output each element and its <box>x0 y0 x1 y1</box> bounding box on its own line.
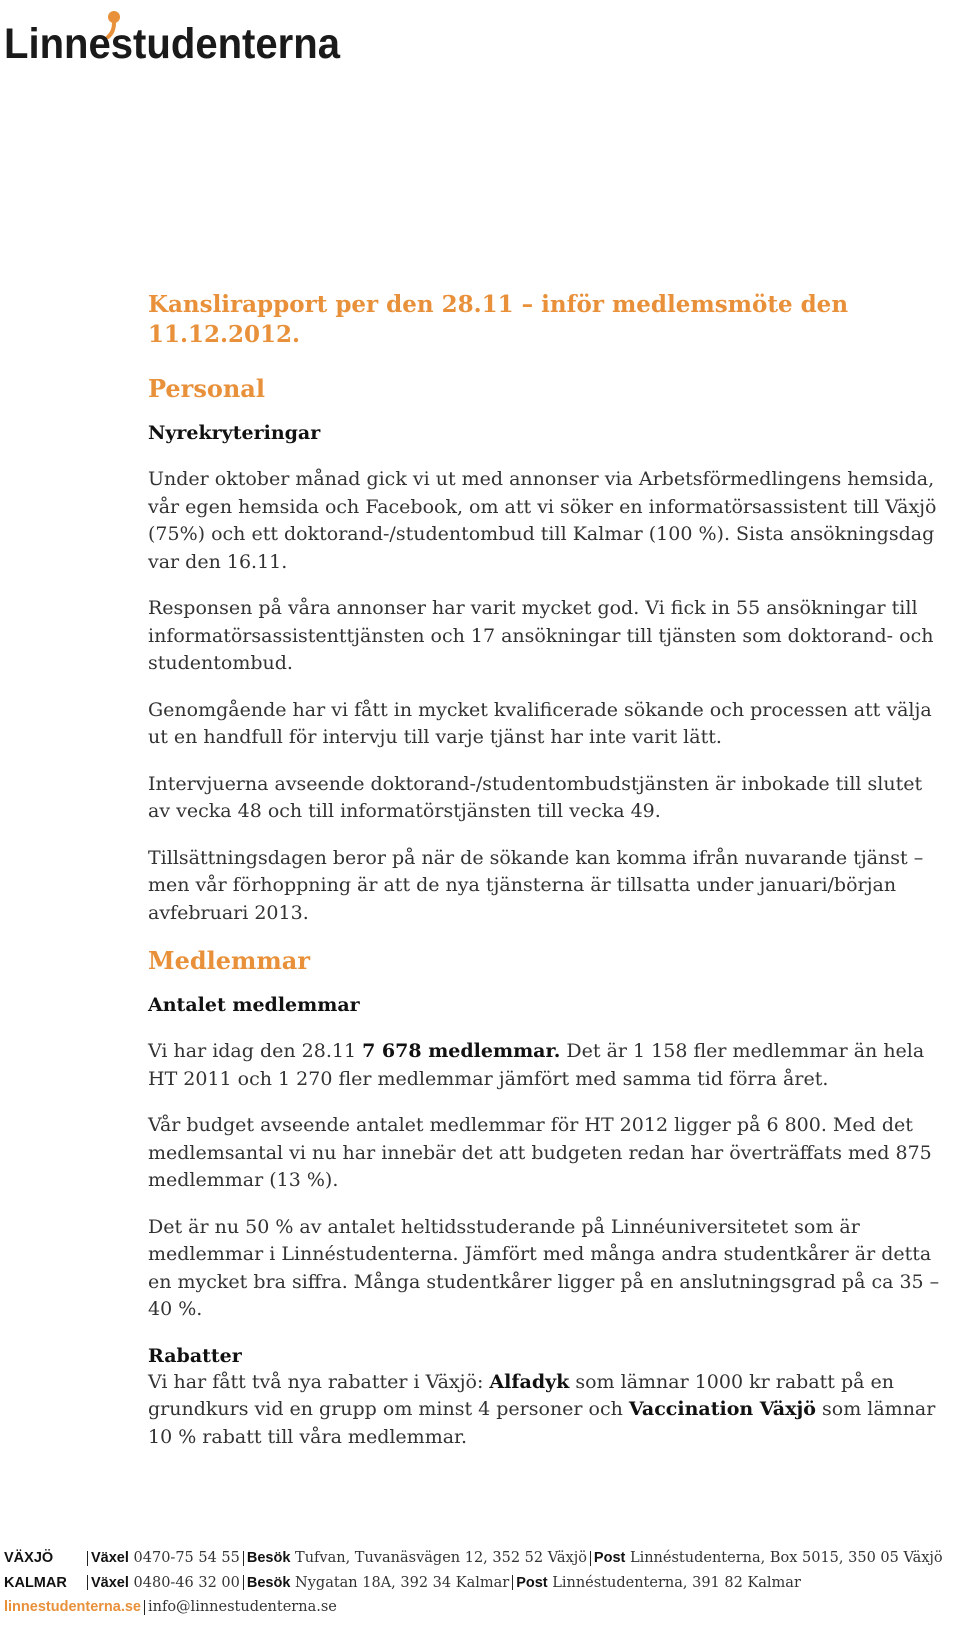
paragraph-rabatter <box>148 1369 948 1452</box>
text-run: Vi har idag den 28.11 <box>148 1040 363 1062</box>
footer-label: Besök <box>246 1574 291 1591</box>
subheading-rabatter: Rabatter <box>148 1344 242 1367</box>
subheading-antalet-medlemmar: Antalet medlemmar <box>148 994 360 1016</box>
paragraph: Under oktober månad gick vi ut med annonser via Arbetsförmedlingens hemsida, vår egen hemsida och Facebook, om att vi söker en informatörsassistent till Växjö (75%) och ett doktorand-/studentombud till Kalmar (100 %). Sista ansökningsdag var den 16.11. <box>148 468 937 573</box>
divider <box>590 1551 591 1566</box>
linnestudenterna-logo <box>4 4 354 64</box>
footer-phone: 0480-46 32 00 <box>133 1574 240 1591</box>
divider <box>243 1575 244 1590</box>
document-title: Kanslirapport per den 28.11 – inför medlemsmöte den 11.12.2012. <box>148 291 849 348</box>
footer-line-kalmar <box>4 1571 956 1596</box>
footer-label: Växel <box>91 1574 129 1591</box>
text-run: Det är 1 158 fler medlemmar än hela HT 2011 och 1 270 fler medlemmar jämfört med samma tid förra året. <box>148 1040 925 1090</box>
paragraph: Det är nu 50 % av antalet heltidsstuderande på Linnéuniversitetet som är medlemmar i Linnéstudenterna. Jämfört med många andra studentkårer är detta en mycket bra siffra. Många studentkårer ligger på en anslutningsgrad på ca 35 – 40 %. <box>148 1215 940 1320</box>
paragraph: Genomgående har vi fått in mycket kvalificerade sökande och processen att välja ut en handfull för intervju till varje tjänst har inte varit lätt. <box>148 698 932 748</box>
divider <box>87 1551 88 1566</box>
paragraph: Tillsättningsdagen beror på när de sökande kan komma ifrån nuvarande tjänst – men vår förhoppning är att de nya tjänsterna är tillsatta under januari/början avfebruari 2013. <box>148 846 924 924</box>
email-link[interactable]: info@linnestudenterna.se <box>147 1599 337 1615</box>
website-link[interactable]: linnestudenterna.se <box>4 1599 141 1615</box>
footer-city-vaxjo: VÄXJÖ <box>4 1550 54 1566</box>
footer-city-kalmar: KALMAR <box>4 1574 67 1591</box>
subheading-nyrekryteringar: Nyrekryteringar <box>148 422 321 444</box>
footer-label: Besök <box>246 1550 291 1566</box>
divider <box>512 1575 513 1590</box>
footer-post-address: Linnéstudenterna, Box 5015, 350 05 Växjö <box>629 1550 943 1566</box>
section-heading-personal: Personal <box>148 374 265 403</box>
divider <box>243 1551 244 1566</box>
discount-vaccination-vaxjo: Vaccination Växjö <box>628 1398 816 1420</box>
paragraph: Intervjuerna avseende doktorand-/studentombudstjänsten är inbokade till slutet av vecka 48 och till informatörstjänsten till vecka 49. <box>148 772 923 822</box>
footer-visit-address: Nygatan 18A, 392 34 Kalmar <box>295 1574 510 1591</box>
paragraph-member-count <box>148 1038 948 1093</box>
footer-line-vaxjo <box>4 1546 956 1571</box>
text-run: som lämnar 1000 kr rabatt på en grundkurs vid en grupp om minst 4 personer och <box>148 1370 894 1420</box>
footer-post-address: Linnéstudenterna, 391 82 Kalmar <box>552 1574 801 1591</box>
footer-line-web <box>4 1595 956 1620</box>
divider <box>144 1600 145 1615</box>
text-run: Vi har fått två nya rabatter i Växjö: <box>148 1370 490 1393</box>
footer-label: Post <box>516 1574 548 1591</box>
footer-phone: 0470-75 54 55 <box>133 1550 240 1566</box>
paragraph: Responsen på våra annonser har varit mycket god. Vi fick in 55 ansökningar till informatörsassistenttjänsten och 17 ansökningar till tjänsten som doktorand- och studentombud. <box>148 597 934 674</box>
text-run: som lämnar 10 % rabatt till våra medlemmar. <box>148 1398 936 1448</box>
document-body <box>148 290 948 1470</box>
divider <box>87 1575 88 1590</box>
footer-contact <box>4 1546 956 1620</box>
footer-label: Växel <box>91 1550 129 1566</box>
paragraph: Vår budget avseende antalet medlemmar för HT 2012 ligger på 6 800. Med det medlemsantal vi nu har innebär det att budgeten redan har överträffats med 875 medlemmar (13 %). <box>148 1114 932 1191</box>
svg-text:Linnestudenterna: Linnestudenterna <box>4 20 342 64</box>
member-count-bold: 7 678 medlemmar. <box>362 1040 561 1062</box>
footer-label: Post <box>593 1550 626 1566</box>
discount-alfadyk: Alfadyk <box>489 1370 570 1393</box>
footer-visit-address: Tufvan, Tuvanäsvägen 12, 352 52 Växjö <box>295 1550 587 1566</box>
section-heading-medlemmar: Medlemmar <box>148 946 310 975</box>
